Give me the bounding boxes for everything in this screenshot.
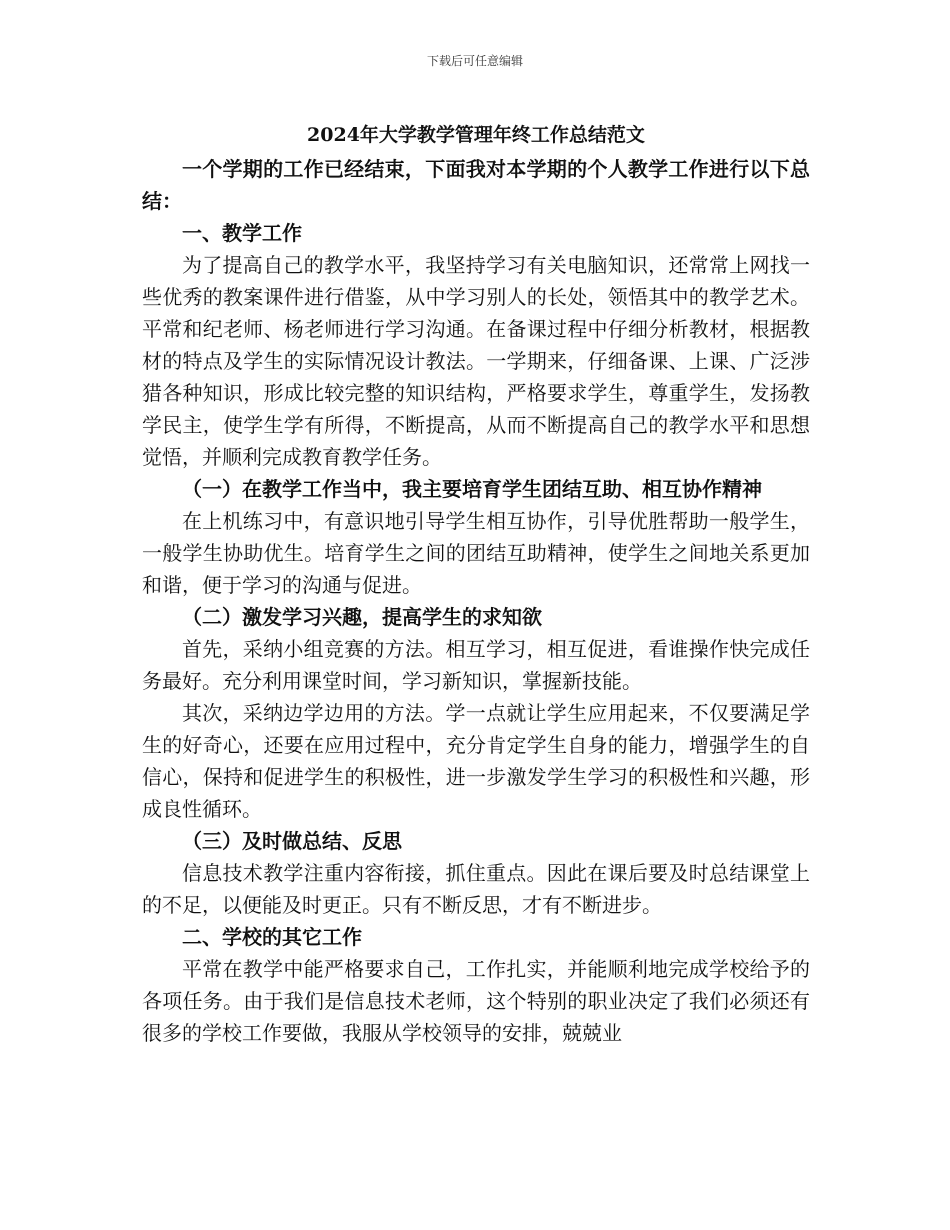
body-paragraph: 其次，采纳边学边用的方法。学一点就让学生应用起来，不仅要满足学生的好奇心，还要在应用过程中，充分肯定学生自身的能力，增强学生的自信心，保持和促进学生的积极性，进一步激发学生学习的积极性和兴趣，形成良性循环。	[142, 701, 810, 821]
body-paragraph: 平常在教学中能严格要求自己，工作扎实，并能顺利地完成学校给予的各项任务。由于我们是信息技术老师，这个特别的职业决定了我们必须还有很多的学校工作要做，我服从学校领导的安排，兢兢业	[142, 957, 810, 1045]
subsection-heading-3: （三）及时做总结、反思	[182, 829, 402, 853]
body-paragraph: 在上机练习中，有意识地引导学生相互协作，引导优胜帮助一般学生，一般学生协助优生。培育学生之间的团结互助精神，使学生之间地关系更加和谐，便于学习的沟通与促进。	[142, 509, 810, 597]
section-heading-teaching: 一、教学工作	[182, 221, 302, 245]
body-paragraph: 首先，采纳小组竞赛的方法。相互学习，相互促进，看谁操作快完成任务最好。充分利用课堂时间，学习新知识，掌握新技能。	[142, 637, 810, 693]
document-body	[142, 118, 810, 1049]
document-title: 2024年大学教学管理年终工作总结范文	[307, 124, 645, 146]
subsection-heading-2: （二）激发学习兴趣，提高学生的求知欲	[182, 605, 542, 629]
page-header-note: 下载后可任意编辑	[426, 54, 523, 68]
intro-paragraph: 一个学期的工作已经结束，下面我对本学期的个人教学工作进行以下总结：	[142, 157, 810, 213]
subsection-heading-1: （一）在教学工作当中，我主要培育学生团结互助、相互协作精神	[182, 477, 762, 501]
section-heading-other-work: 二、学校的其它工作	[182, 925, 362, 949]
body-paragraph: 信息技术教学注重内容衔接，抓住重点。因此在课后要及时总结课堂上的不足，以便能及时更正。只有不断反思，才有不断进步。	[142, 861, 810, 917]
body-paragraph: 为了提高自己的教学水平，我坚持学习有关电脑知识，还常常上网找一些优秀的教案课件进行借鉴，从中学习别人的长处，领悟其中的教学艺术。平常和纪老师、杨老师进行学习沟通。在备课过程中仔细分析教材，根据教材的特点及学生的实际情况设计教法。一学期来，仔细备课、上课、广泛涉猎各种知识，形成比较完整的知识结构，严格要求学生，尊重学生，发扬教学民主，使学生学有所得，不断提高，从而不断提高自己的教学水平和思想觉悟，并顺利完成教育教学任务。	[142, 253, 810, 469]
